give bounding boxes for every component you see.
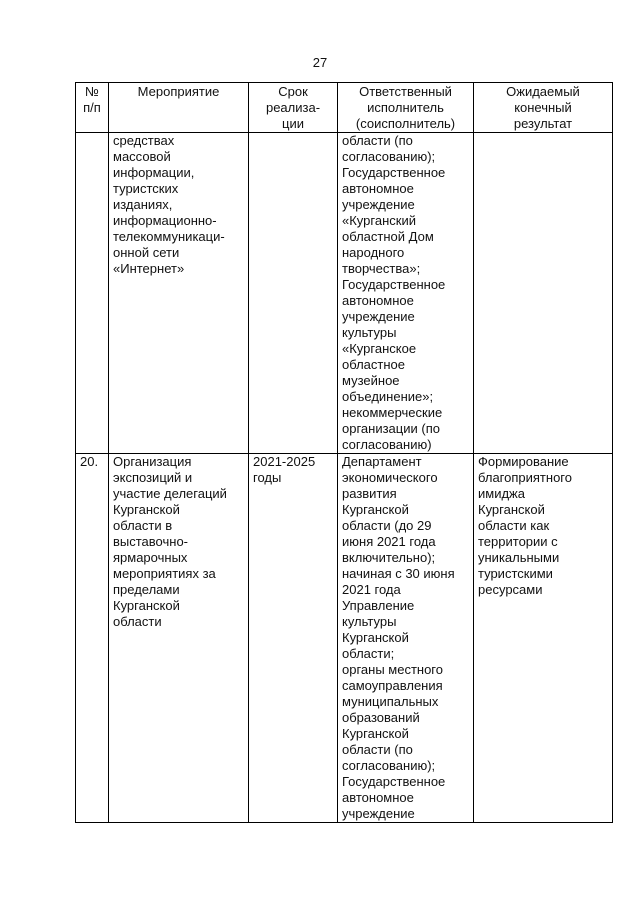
cell-line: органы местного bbox=[342, 662, 443, 677]
cell-line: № bbox=[85, 84, 99, 99]
cell-line: автономное bbox=[342, 293, 414, 308]
row-result bbox=[474, 133, 613, 454]
cell-line: 20. bbox=[80, 454, 99, 469]
header-number bbox=[76, 83, 109, 133]
cell-line: автономное bbox=[342, 181, 414, 196]
cell-line: области (до 29 bbox=[342, 518, 432, 533]
cell-line: имиджа bbox=[478, 486, 525, 501]
cell-line: участие делегаций bbox=[113, 486, 227, 501]
cell-line: годы bbox=[253, 470, 282, 485]
table-row bbox=[76, 133, 613, 454]
cell-line: автономное bbox=[342, 790, 414, 805]
cell-line: информационно- bbox=[113, 213, 217, 228]
cell-line: ции bbox=[282, 116, 304, 131]
cell-line: согласованию); bbox=[342, 758, 436, 773]
cell-line: муниципальных bbox=[342, 694, 439, 709]
cell-line: Курганской bbox=[342, 630, 409, 645]
cell-line: областное bbox=[342, 357, 406, 372]
cell-line: Ожидаемый bbox=[506, 84, 580, 99]
cell-line: культуры bbox=[342, 325, 397, 340]
page-number: 27 bbox=[312, 55, 328, 70]
cell-line: «Интернет» bbox=[113, 261, 185, 276]
cell-line: реализа- bbox=[265, 100, 321, 115]
cell-line: пределами bbox=[113, 582, 180, 597]
row-event bbox=[109, 454, 249, 823]
row-term bbox=[249, 133, 338, 454]
cell-line: области; bbox=[342, 646, 395, 661]
row-number bbox=[76, 133, 109, 454]
cell-line: образований bbox=[342, 710, 420, 725]
cell-line: изданиях, bbox=[113, 197, 173, 212]
cell-line: Ответственный bbox=[359, 84, 452, 99]
events-table bbox=[75, 82, 613, 823]
cell-line: области bbox=[113, 614, 162, 629]
row-event bbox=[109, 133, 249, 454]
cell-line: некоммерческие bbox=[342, 405, 443, 420]
cell-line: Срок bbox=[278, 84, 308, 99]
cell-line: народного bbox=[342, 245, 405, 260]
cell-line: результат bbox=[513, 116, 573, 131]
cell-line: самоуправления bbox=[342, 678, 443, 693]
header-responsible bbox=[338, 83, 474, 133]
cell-line: п/п bbox=[83, 100, 101, 115]
cell-line: согласованию); bbox=[342, 149, 436, 164]
cell-line: туристскими bbox=[478, 566, 553, 581]
cell-line: «Курганский bbox=[342, 213, 416, 228]
cell-line: Департамент bbox=[342, 454, 422, 469]
cell-line: Управление bbox=[342, 598, 415, 613]
cell-line: благоприятного bbox=[478, 470, 572, 485]
cell-line: экономического bbox=[342, 470, 438, 485]
cell-line: Государственное bbox=[342, 277, 446, 292]
cell-line: культуры bbox=[342, 614, 397, 629]
cell-line: информации, bbox=[113, 165, 195, 180]
cell-line: территории с bbox=[478, 534, 558, 549]
cell-line: июня 2021 года bbox=[342, 534, 436, 549]
cell-line: Формирование bbox=[478, 454, 569, 469]
cell-line: «Курганское bbox=[342, 341, 417, 356]
cell-line: экспозиций и bbox=[113, 470, 193, 485]
cell-line: телекоммуникаци- bbox=[113, 229, 225, 244]
cell-line: Курганской bbox=[342, 726, 409, 741]
cell-line: начиная с 30 июня bbox=[342, 566, 455, 581]
row-term bbox=[249, 454, 338, 823]
cell-line: Государственное bbox=[342, 165, 446, 180]
cell-line: Организация bbox=[113, 454, 192, 469]
row-responsible bbox=[338, 133, 474, 454]
cell-line: 2021 года bbox=[342, 582, 401, 597]
cell-line: ресурсами bbox=[478, 582, 543, 597]
cell-line: конечный bbox=[514, 100, 572, 115]
header-term bbox=[249, 83, 338, 133]
table-row bbox=[76, 454, 613, 823]
cell-line: области (по bbox=[342, 742, 413, 757]
row-responsible bbox=[338, 454, 474, 823]
cell-line: учреждение bbox=[342, 309, 415, 324]
header-event bbox=[109, 83, 249, 133]
cell-line: Курганской bbox=[113, 598, 180, 613]
cell-line: областной Дом bbox=[342, 229, 434, 244]
cell-line: согласованию) bbox=[342, 437, 432, 452]
cell-line: мероприятиях за bbox=[113, 566, 216, 581]
cell-line: Мероприятие bbox=[137, 84, 220, 99]
table-header-row bbox=[76, 83, 613, 133]
cell-line: творчества»; bbox=[342, 261, 421, 276]
cell-line: Курганской bbox=[478, 502, 545, 517]
cell-line: области как bbox=[478, 518, 550, 533]
cell-line: области в bbox=[113, 518, 173, 533]
cell-line: исполнитель bbox=[367, 100, 444, 115]
cell-line: музейное bbox=[342, 373, 400, 388]
cell-line: объединение»; bbox=[342, 389, 434, 404]
cell-line: Курганской bbox=[113, 502, 180, 517]
cell-line: онной сети bbox=[113, 245, 180, 260]
cell-line: Курганской bbox=[342, 502, 409, 517]
cell-line: массовой bbox=[113, 149, 171, 164]
cell-line: организации (по bbox=[342, 421, 440, 436]
row-result bbox=[474, 454, 613, 823]
header-result bbox=[474, 83, 613, 133]
cell-line: включительно); bbox=[342, 550, 436, 565]
cell-line: учреждение bbox=[342, 806, 415, 821]
cell-line: области (по bbox=[342, 133, 413, 148]
cell-line: уникальными bbox=[478, 550, 560, 565]
cell-line: ярмарочных bbox=[113, 550, 188, 565]
cell-line: выставочно- bbox=[113, 534, 189, 549]
cell-line: 2021-2025 bbox=[253, 454, 316, 469]
row-number bbox=[76, 454, 109, 823]
cell-line: Государственное bbox=[342, 774, 446, 789]
cell-line: туристских bbox=[113, 181, 179, 196]
cell-line: учреждение bbox=[342, 197, 415, 212]
cell-line: развития bbox=[342, 486, 397, 501]
cell-line: (соисполнитель) bbox=[355, 116, 456, 131]
cell-line: средствах bbox=[113, 133, 175, 148]
